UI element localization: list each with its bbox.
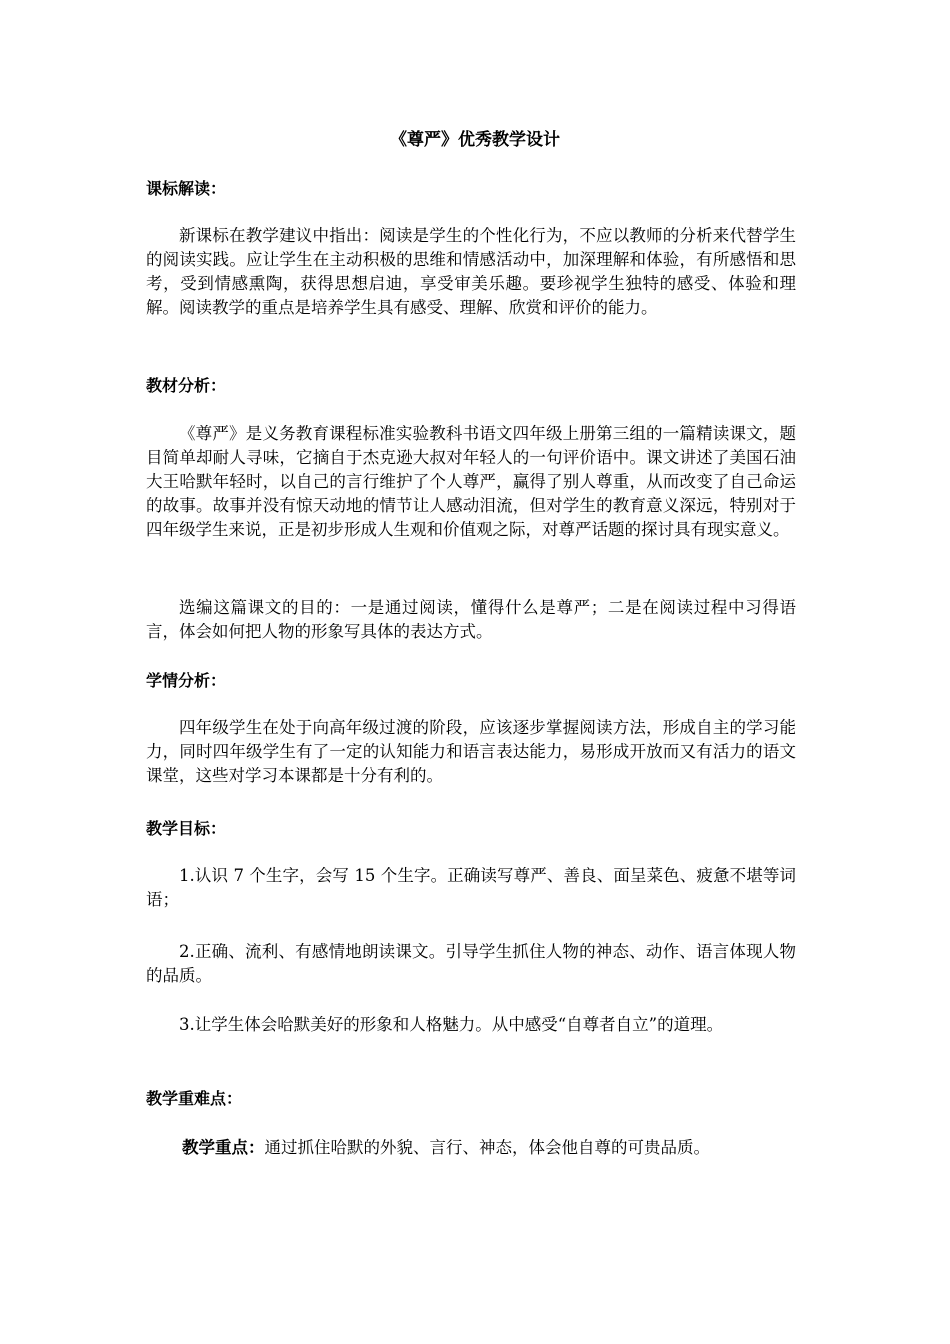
goal-item-3: 3.让学生体会哈默美好的形象和人格魅力。从中感受“自尊者自立”的道理。 (179, 1015, 724, 1034)
key-point-label: 教学重点： (182, 1138, 265, 1157)
heading-material: 教材分析： (146, 376, 227, 395)
paragraph-students: 四年级学生在处于向高年级过渡的阶段，应该逐步掌握阅读方法，形成自主的学习能力，同时四年级学生有了一定的认知能力和语言表达能力，易形成开放而又有活力的语文课堂，这些对学习本课都是十分有利的。 (146, 718, 796, 785)
goal-item-1: 1.认识 7 个生字，会写 15 个生字。正确读写尊严、善良、面呈菜色、疲惫不堪等词语； (146, 866, 796, 909)
paragraph-material-1: 《尊严》是义务教育课程标准实验教科书语文四年级上册第三组的一篇精读课文，题目简单却耐人寻味，它摘自于杰克逊大叔对年轻人的一句评价语中。课文讲述了美国石油大王哈默年轻时，以自己的言行维护了个人尊严，赢得了别人尊重，从而改变了自己命运的故事。故事并没有惊天动地的情节让人感动泪流，但对学生的教育意义深远，特别对于四年级学生来说，正是初步形成人生观和价值观之际，对尊严话题的探讨具有现实意义。 (146, 424, 796, 539)
key-point-text: 通过抓住哈默的外貌、言行、神态，体会他自尊的可贵品质。 (264, 1138, 710, 1157)
key-point (182, 1136, 710, 1160)
heading-students: 学情分析： (146, 671, 227, 690)
paragraph-curriculum: 新课标在教学建议中指出：阅读是学生的个性化行为，不应以教师的分析来代替学生的阅读实践。应让学生在主动积极的思维和情感活动中，加深理解和体验，有所感悟和思考，受到情感熏陶，获得思想启迪，享受审美乐趣。要珍视学生独特的感受、体验和理解。阅读教学的重点是培养学生具有感受、理解、欣赏和评价的能力。 (146, 226, 796, 317)
paragraph-material-2: 选编这篇课文的目的：一是通过阅读，懂得什么是尊严；二是在阅读过程中习得语言，体会如何把人物的形象写具体的表达方式。 (146, 598, 796, 641)
heading-focus: 教学重难点： (146, 1089, 243, 1108)
heading-goals: 教学目标： (146, 819, 227, 838)
document-title: 《尊严》优秀教学设计 (390, 130, 560, 150)
heading-curriculum: 课标解读： (146, 179, 227, 198)
goal-item-2: 2.正确、流利、有感情地朗读课文。引导学生抓住人物的神态、动作、语言体现人物的品质。 (146, 942, 796, 985)
